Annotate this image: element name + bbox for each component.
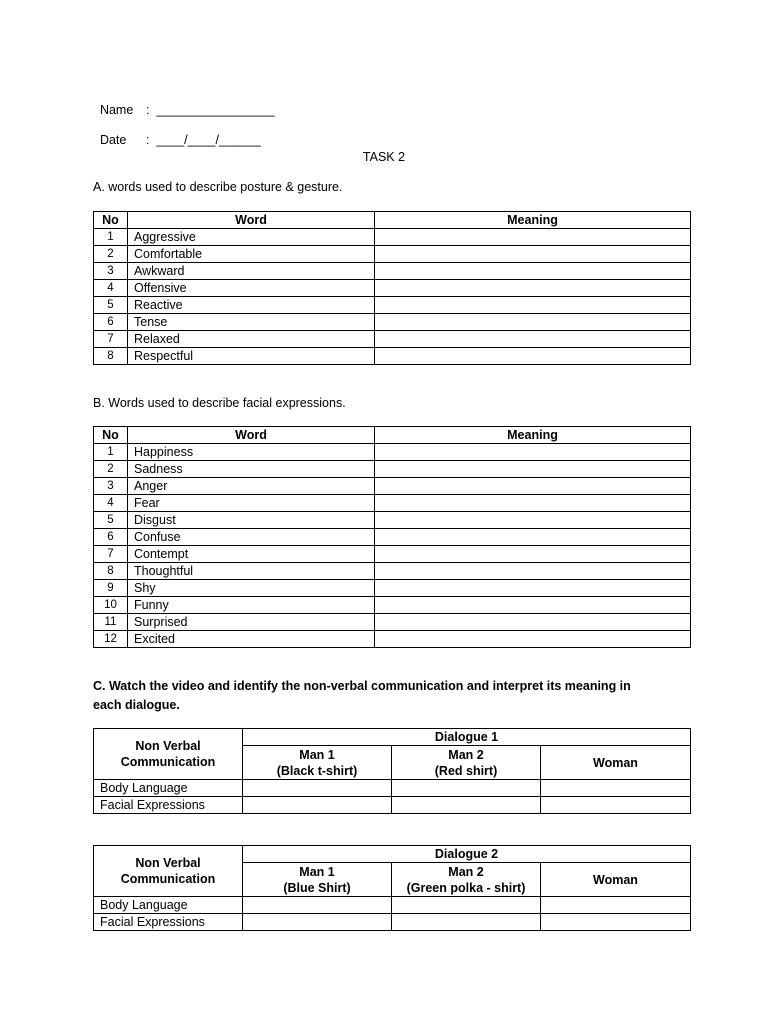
row-number: 6: [94, 314, 128, 331]
meaning-cell[interactable]: [375, 246, 691, 263]
meaning-cell[interactable]: [375, 529, 691, 546]
row-word: Sadness: [128, 461, 375, 478]
meaning-cell[interactable]: [375, 631, 691, 648]
man-1-label: Man 1: [299, 864, 335, 879]
table-row: [94, 444, 691, 461]
table-row: [94, 512, 691, 529]
table-row: [94, 797, 691, 814]
table-row: [94, 914, 691, 931]
row-number: 10: [94, 597, 128, 614]
row-number: 3: [94, 478, 128, 495]
meaning-cell[interactable]: [375, 314, 691, 331]
meaning-cell[interactable]: [375, 297, 691, 314]
column-header-man-1: [243, 863, 392, 897]
table-row: [94, 314, 691, 331]
row-number: 4: [94, 280, 128, 297]
row-word: Thoughtful: [128, 563, 375, 580]
row-word: Awkward: [128, 263, 375, 280]
row-number: 9: [94, 580, 128, 597]
meaning-cell[interactable]: [375, 348, 691, 365]
answer-cell[interactable]: [243, 914, 392, 931]
table-row: [94, 580, 691, 597]
column-header-word: Word: [128, 427, 375, 444]
row-number: 8: [94, 348, 128, 365]
table-row: [94, 461, 691, 478]
answer-cell[interactable]: [243, 780, 392, 797]
table-row: [94, 331, 691, 348]
corner-header-line1: Non Verbal: [135, 739, 201, 753]
row-word: Confuse: [128, 529, 375, 546]
row-label-body-language: Body Language: [94, 897, 243, 914]
meaning-cell[interactable]: [375, 495, 691, 512]
corner-header-line2: Communication: [120, 755, 216, 769]
row-word: Funny: [128, 597, 375, 614]
row-word: Relaxed: [128, 331, 375, 348]
table-row: [94, 897, 691, 914]
row-number: 5: [94, 297, 128, 314]
meaning-cell[interactable]: [375, 331, 691, 348]
column-header-man-1: [243, 746, 392, 780]
row-number: 1: [94, 229, 128, 246]
section-b-table: [93, 426, 691, 648]
row-number: 5: [94, 512, 128, 529]
table-row: [94, 546, 691, 563]
answer-cell[interactable]: [392, 914, 541, 931]
section-b-heading: B. Words used to describe facial expressions.: [93, 396, 346, 410]
man-2-desc: (Green polka - shirt): [406, 880, 526, 895]
section-a-table: [93, 211, 691, 365]
table-row: [94, 780, 691, 797]
table-row: [94, 495, 691, 512]
row-word: Aggressive: [128, 229, 375, 246]
column-header-man-2: [392, 746, 541, 780]
row-word: Reactive: [128, 297, 375, 314]
meaning-cell[interactable]: [375, 563, 691, 580]
date-label: Date: [99, 133, 127, 147]
meaning-cell[interactable]: [375, 461, 691, 478]
table-header-row: [94, 427, 691, 444]
row-number: 4: [94, 495, 128, 512]
meaning-cell[interactable]: [375, 597, 691, 614]
meaning-cell[interactable]: [375, 580, 691, 597]
meaning-cell[interactable]: [375, 512, 691, 529]
section-c-heading: [93, 677, 631, 715]
table-row: [94, 297, 691, 314]
meaning-cell[interactable]: [375, 444, 691, 461]
dialogue-2-table: [93, 845, 691, 931]
row-number: 2: [94, 246, 128, 263]
table-row: [94, 614, 691, 631]
meaning-cell[interactable]: [375, 478, 691, 495]
meaning-cell[interactable]: [375, 229, 691, 246]
row-number: 8: [94, 563, 128, 580]
answer-cell[interactable]: [392, 780, 541, 797]
man-1-desc: (Black t-shirt): [276, 763, 358, 778]
man-1-label: Man 1: [299, 747, 335, 762]
row-label-facial-expressions: Facial Expressions: [94, 914, 243, 931]
column-header-woman: Woman: [541, 746, 691, 780]
meaning-cell[interactable]: [375, 546, 691, 563]
task-title: TASK 2: [362, 150, 406, 164]
corner-header-line2: Communication: [120, 872, 216, 886]
row-word: Comfortable: [128, 246, 375, 263]
column-header-no: No: [94, 427, 128, 444]
answer-cell[interactable]: [392, 897, 541, 914]
man-2-label: Man 2: [448, 864, 484, 879]
answer-cell[interactable]: [541, 914, 691, 931]
row-number: 7: [94, 331, 128, 348]
meaning-cell[interactable]: [375, 280, 691, 297]
man-2-desc: (Red shirt): [434, 763, 498, 778]
man-1-desc: (Blue Shirt): [283, 880, 351, 895]
row-word: Respectful: [128, 348, 375, 365]
row-number: 11: [94, 614, 128, 631]
row-number: 2: [94, 461, 128, 478]
row-word: Fear: [128, 495, 375, 512]
row-word: Excited: [128, 631, 375, 648]
corner-header: [94, 846, 243, 897]
name-label: Name: [99, 103, 134, 117]
row-word: Disgust: [128, 512, 375, 529]
row-word: Surprised: [128, 614, 375, 631]
row-word: Shy: [128, 580, 375, 597]
row-number: 7: [94, 546, 128, 563]
row-word: Anger: [128, 478, 375, 495]
column-header-no: No: [94, 212, 128, 229]
name-field: [93, 89, 275, 117]
table-row: [94, 597, 691, 614]
column-header-meaning: Meaning: [375, 212, 691, 229]
table-row: [94, 478, 691, 495]
column-header-man-2: [392, 863, 541, 897]
meaning-cell[interactable]: [375, 263, 691, 280]
answer-cell[interactable]: [392, 797, 541, 814]
answer-cell[interactable]: [541, 897, 691, 914]
answer-cell[interactable]: [243, 797, 392, 814]
answer-cell[interactable]: [541, 780, 691, 797]
column-header-meaning: Meaning: [375, 427, 691, 444]
row-number: 3: [94, 263, 128, 280]
name-blank[interactable]: : _________________: [145, 103, 275, 117]
answer-cell[interactable]: [541, 797, 691, 814]
table-row: [94, 246, 691, 263]
man-2-label: Man 2: [448, 747, 484, 762]
row-label-facial-expressions: Facial Expressions: [94, 797, 243, 814]
table-header-row: [94, 212, 691, 229]
row-label-body-language: Body Language: [94, 780, 243, 797]
table-row: [94, 263, 691, 280]
row-word: Tense: [128, 314, 375, 331]
table-row: [94, 348, 691, 365]
corner-header: [94, 729, 243, 780]
date-field: [93, 119, 261, 147]
corner-header-line1: Non Verbal: [135, 856, 201, 870]
table-row: [94, 229, 691, 246]
row-word: Happiness: [128, 444, 375, 461]
section-c-heading-line1: C. Watch the video and identify the non-verbal communication and interpret its meaning in: [93, 679, 631, 693]
table-row: [94, 563, 691, 580]
column-header-word: Word: [128, 212, 375, 229]
row-word: Offensive: [128, 280, 375, 297]
date-blank[interactable]: : ____/____/______: [145, 133, 261, 147]
table-row: [94, 631, 691, 648]
column-header-woman: Woman: [541, 863, 691, 897]
answer-cell[interactable]: [243, 897, 392, 914]
table-row: [94, 280, 691, 297]
section-c-heading-line2: each dialogue.: [93, 698, 180, 712]
meaning-cell[interactable]: [375, 614, 691, 631]
row-number: 1: [94, 444, 128, 461]
dialogue-1-table: [93, 728, 691, 814]
table-row: [94, 529, 691, 546]
dialogue-title: Dialogue 1: [243, 729, 691, 746]
section-a-heading: A. words used to describe posture & gesture.: [93, 180, 343, 194]
row-number: 6: [94, 529, 128, 546]
row-word: Contempt: [128, 546, 375, 563]
dialogue-title: Dialogue 2: [243, 846, 691, 863]
row-number: 12: [94, 631, 128, 648]
